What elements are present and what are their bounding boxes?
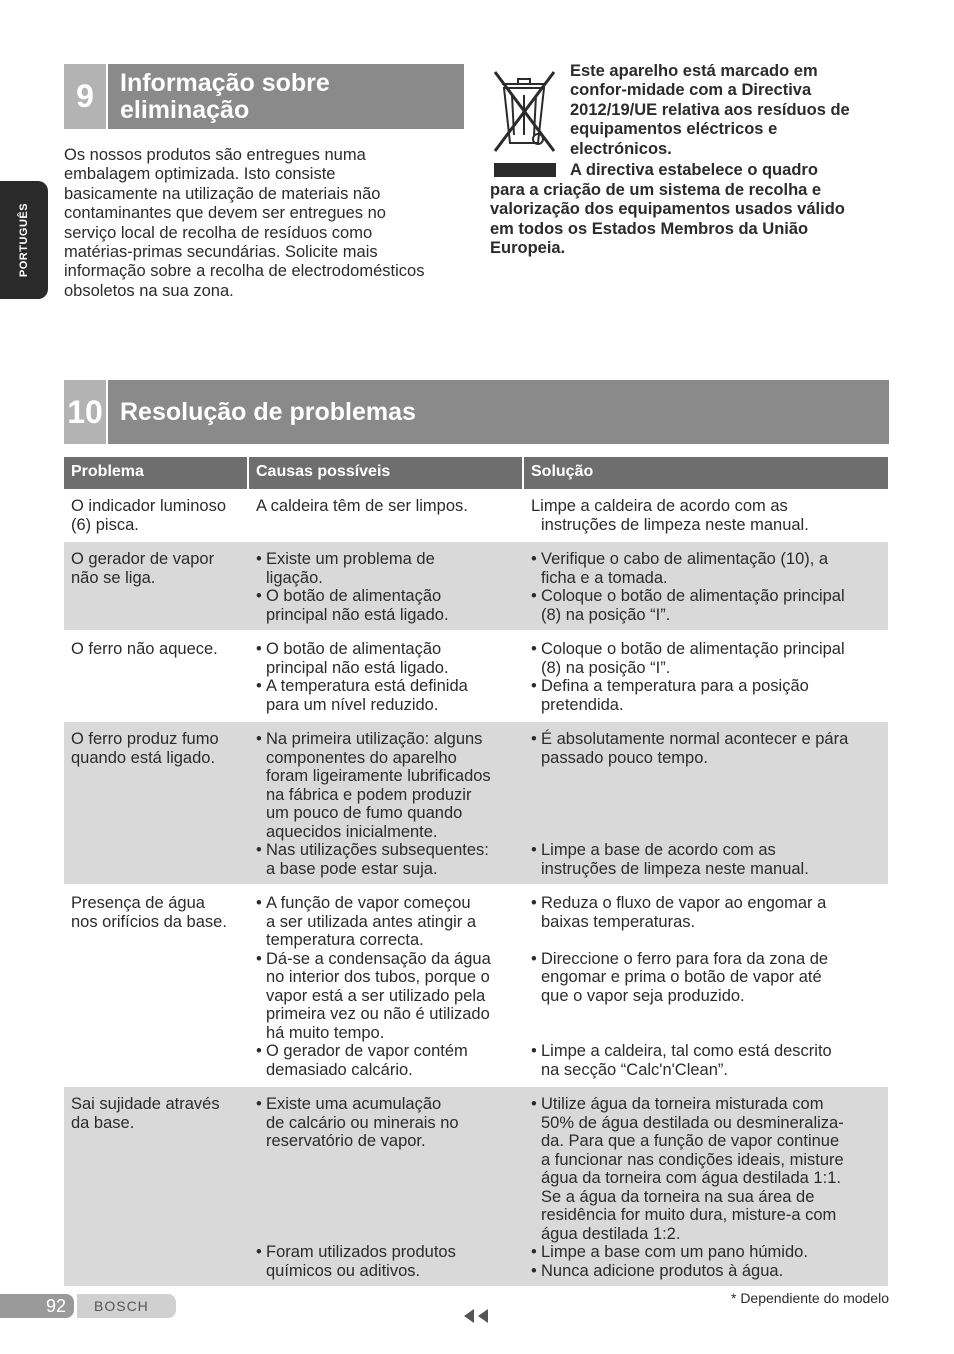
- list-item-line: • O gerador de vapor contém: [266, 1042, 468, 1060]
- list-item-line: • Nas utilizações subsequentes:: [266, 841, 489, 859]
- list-item-line: há muito tempo.: [266, 1023, 385, 1042]
- list-item-line: ficha e a tomada.: [541, 568, 668, 587]
- table-row: [64, 1085, 888, 1286]
- list-item-line: [541, 931, 882, 950]
- list-item-line: foram ligeiramente lubrificados: [266, 767, 491, 785]
- list-item-line: [266, 1151, 518, 1170]
- list-item-line: para um nível reduzido.: [266, 695, 439, 714]
- list-item-line: (8) na posição “I”.: [541, 605, 671, 624]
- causes-cell: [249, 1087, 524, 1286]
- disposal-line: informação sobre a recolha de electrodomésticos: [64, 262, 425, 281]
- problem-line: O ferro não aquece.: [71, 640, 218, 658]
- list-item-line: • A função de vapor começou: [266, 894, 471, 912]
- list-item-line: • O botão de alimentação: [266, 640, 442, 658]
- list-item-line: a funcionar nas condições ideais, misture: [541, 1150, 844, 1169]
- table-row: [64, 540, 888, 630]
- list-item-line: A caldeira têm de ser limpos.: [256, 497, 468, 515]
- list-item: [256, 730, 518, 841]
- list-item-line: principal não está ligado.: [266, 605, 449, 624]
- causes-cell: [249, 886, 524, 1085]
- list-item-line: primeira vez ou não é utilizado: [266, 1005, 490, 1023]
- problem-cell: [64, 722, 249, 884]
- language-label: PORTUGUÊS: [18, 202, 30, 278]
- weee-line: Este aparelho está marcado em: [570, 62, 818, 80]
- list-item: [256, 894, 518, 950]
- language-tab: [0, 181, 48, 299]
- disposal-paragraph: [64, 146, 464, 301]
- header-problem: Problema: [64, 457, 249, 489]
- list-item-line: ligação.: [266, 568, 323, 587]
- list-item-line: [541, 767, 882, 786]
- solution-cell: [524, 1087, 888, 1286]
- list-item-line: componentes do aparelho: [266, 748, 457, 767]
- list-item: [256, 1095, 518, 1243]
- directive-first-line: A directiva estabelece o quadro: [570, 161, 818, 179]
- causes-cell: [249, 489, 524, 540]
- list-item-line: • Existe uma acumulação: [266, 1095, 442, 1113]
- list-item-line: • Coloque o botão de alimentação principal: [541, 640, 845, 658]
- section-9-number: 9: [64, 64, 108, 129]
- problem-line: Presença de água: [71, 894, 205, 912]
- list-item: [256, 640, 518, 677]
- problem-line: quando está ligado.: [71, 748, 216, 767]
- directive-line: Europeia.: [490, 239, 566, 258]
- causes-cell: [249, 632, 524, 720]
- list-item: [531, 640, 882, 677]
- list-item: [531, 587, 882, 624]
- list-item-line: • Verifique o cabo de alimentação (10), a: [541, 550, 829, 568]
- list-item: [531, 497, 882, 534]
- problem-cell: [64, 489, 249, 540]
- list-item-line: engomar e prima o botão de vapor até: [541, 968, 822, 986]
- problem-cell: [64, 886, 249, 1085]
- weee-notice: [570, 62, 900, 159]
- list-item-line: [541, 786, 882, 805]
- section-10-number: 10: [64, 380, 108, 444]
- list-item-line: vapor está a ser utilizado pela: [266, 986, 486, 1005]
- list-item-line: demasiado calcário.: [266, 1060, 413, 1079]
- list-item-line: pretendida.: [541, 695, 624, 714]
- table-body: [64, 489, 888, 1286]
- list-item-line: • Dá-se a condensação da água: [266, 949, 491, 968]
- directive-notice: [490, 181, 900, 259]
- problem-cell: [64, 632, 249, 720]
- directive-line: em todos os Estados Membros da União: [490, 219, 809, 238]
- list-item-line: reservatório de vapor.: [266, 1132, 426, 1150]
- list-item-line: no interior dos tubos, porque o: [266, 968, 490, 986]
- list-item-line: 50% de água destilada ou desmineraliza-: [541, 1113, 844, 1132]
- list-item-line: na fábrica e podem produzir: [266, 785, 472, 804]
- table-row: [64, 489, 888, 540]
- list-item-line: instruções de limpeza neste manual.: [541, 859, 809, 878]
- causes-cell: [249, 542, 524, 630]
- list-item: [256, 841, 518, 878]
- list-item-line: a base pode estar suja.: [266, 859, 438, 878]
- section-10-header: [64, 380, 889, 444]
- list-item: [531, 1095, 882, 1243]
- list-item-line: passado pouco tempo.: [541, 748, 708, 767]
- list-item: [256, 950, 518, 1043]
- list-item-line: [266, 1169, 518, 1188]
- list-item-line: químicos ou aditivos.: [266, 1261, 421, 1280]
- crossed-out-wheelie-bin-icon: [490, 67, 560, 177]
- list-item: [256, 1243, 518, 1280]
- list-item-line: • Na primeira utilização: alguns: [266, 730, 483, 748]
- list-item-line: da. Para que a função de vapor continue: [541, 1132, 840, 1150]
- rewind-arrows-icon[interactable]: [462, 1308, 490, 1324]
- causes-cell: [249, 722, 524, 884]
- section-10-title: Resolução de problemas: [120, 398, 416, 426]
- list-item-line: [266, 1206, 518, 1225]
- problem-line: O gerador de vapor: [71, 550, 215, 568]
- table-row: [64, 884, 888, 1085]
- troubleshooting-table: [64, 457, 888, 1286]
- directive-line: para a criação de um sistema de recolha e: [490, 181, 822, 199]
- list-item: [531, 730, 882, 841]
- directive-line: valorização dos equipamentos usados válido: [490, 200, 845, 219]
- solution-cell: [524, 632, 888, 720]
- list-item-line: [266, 1188, 518, 1207]
- list-item-line: na secção “Calc'n'Clean”.: [541, 1060, 728, 1079]
- disposal-line: contaminantes que devem ser entregues no: [64, 204, 386, 223]
- solution-cell: [524, 489, 888, 540]
- list-item-line: • O botão de alimentação: [266, 587, 442, 605]
- header-solution: Solução: [524, 457, 888, 489]
- list-item-line: um pouco de fumo quando: [266, 804, 463, 822]
- disposal-line: serviço local de recolha de resíduos como: [64, 223, 373, 242]
- list-item-line: • Nunca adicione produtos à água.: [541, 1261, 784, 1280]
- list-item-line: residência for muito dura, misture-a com: [541, 1206, 837, 1224]
- list-item: [531, 950, 882, 1043]
- solution-cell: [524, 722, 888, 884]
- weee-line: equipamentos eléctricos e: [570, 120, 778, 139]
- list-item-line: • Limpe a caldeira, tal como está descrito: [541, 1042, 832, 1060]
- list-item: [256, 497, 518, 516]
- problem-line: da base.: [71, 1113, 135, 1132]
- problem-line: O indicador luminoso: [71, 497, 226, 515]
- list-item-line: de calcário ou minerais no: [266, 1113, 459, 1132]
- problem-line: Sai sujidade através: [71, 1095, 220, 1113]
- solution-cell: [524, 886, 888, 1085]
- list-item-line: • A temperatura está definida: [266, 677, 468, 695]
- list-item-line: • Existe um problema de: [266, 550, 435, 568]
- problem-cell: [64, 542, 249, 630]
- list-item-line: temperatura correcta.: [266, 931, 424, 949]
- table-header: [64, 457, 888, 489]
- problem-line: O ferro produz fumo: [71, 730, 219, 748]
- list-item-line: Limpe a caldeira de acordo com as: [531, 497, 788, 515]
- list-item-line: • É absolutamente normal acontecer e pára: [541, 730, 849, 748]
- weee-line: 2012/19/UE relativa aos resíduos de: [570, 100, 850, 119]
- list-item: [531, 841, 882, 878]
- problem-line: não se liga.: [71, 568, 156, 587]
- list-item-line: • Foram utilizados produtos: [266, 1243, 456, 1261]
- list-item-line: [541, 804, 882, 823]
- list-item-line: [541, 823, 882, 842]
- section-9-title: Informação sobre eliminação: [120, 69, 330, 124]
- disposal-line: basicamente na utilização de materiais não: [64, 184, 381, 203]
- list-item: [531, 677, 882, 714]
- header-causes: Causas possíveis: [249, 457, 524, 489]
- list-item-line: • Coloque o botão de alimentação principal: [541, 587, 845, 605]
- list-item: [256, 1042, 518, 1079]
- problem-line: (6) pisca.: [71, 515, 139, 534]
- disposal-line: Os nossos produtos são entregues numa: [64, 146, 366, 164]
- list-item: [531, 1243, 882, 1262]
- list-item: [531, 550, 882, 587]
- problem-line: nos orifícios da base.: [71, 912, 227, 931]
- solution-cell: [524, 542, 888, 630]
- list-item-line: • Limpe a base com um pano húmido.: [541, 1243, 808, 1261]
- list-item-line: instruções de limpeza neste manual.: [541, 515, 809, 534]
- list-item-line: • Limpe a base de acordo com as: [541, 841, 776, 859]
- section-9-header: [64, 64, 464, 129]
- list-item-line: aquecidos inicialmente.: [266, 822, 438, 841]
- list-item: [531, 894, 882, 950]
- table-row: [64, 720, 888, 884]
- list-item-line: principal não está ligado.: [266, 658, 449, 677]
- disposal-line: embalagem optimizada. Isto consiste: [64, 165, 336, 184]
- list-item-line: água destilada 1:2.: [541, 1224, 681, 1243]
- page-number: 92: [0, 1294, 74, 1318]
- list-item-line: • Utilize água da torneira misturada com: [541, 1095, 824, 1113]
- problem-cell: [64, 1087, 249, 1286]
- disposal-line: obsoletos na sua zona.: [64, 281, 234, 300]
- list-item-line: Se a água da torneira na sua área de: [541, 1187, 815, 1206]
- list-item-line: a ser utilizada antes atingir a: [266, 912, 477, 931]
- list-item-line: água da torneira com água destilada 1:1.: [541, 1169, 841, 1187]
- list-item-line: • Direccione o ferro para fora da zona de: [541, 949, 829, 968]
- list-item: [256, 677, 518, 714]
- list-item-line: [541, 1005, 882, 1024]
- brand-label: BOSCH: [77, 1294, 176, 1318]
- weee-line: confor-midade com a Directiva: [570, 81, 812, 100]
- list-item-line: • Defina a temperatura para a posição: [541, 677, 809, 695]
- list-item-line: que o vapor seja produzido.: [541, 986, 745, 1005]
- footnote: * Dependiente do modelo: [730, 1290, 889, 1306]
- list-item: [531, 1042, 882, 1079]
- disposal-line: matérias-primas secundárias. Solicite mais: [64, 243, 378, 262]
- list-item-line: [266, 1225, 518, 1244]
- list-item-line: baixas temperaturas.: [541, 912, 696, 931]
- list-item-line: • Reduza o fluxo de vapor ao engomar a: [541, 894, 827, 912]
- weee-line: electrónicos.: [570, 139, 672, 158]
- list-item-line: [541, 1024, 882, 1043]
- list-item: [256, 587, 518, 624]
- table-row: [64, 630, 888, 720]
- list-item-line: (8) na posição “I”.: [541, 658, 671, 677]
- list-item: [256, 550, 518, 587]
- list-item: [531, 1262, 882, 1281]
